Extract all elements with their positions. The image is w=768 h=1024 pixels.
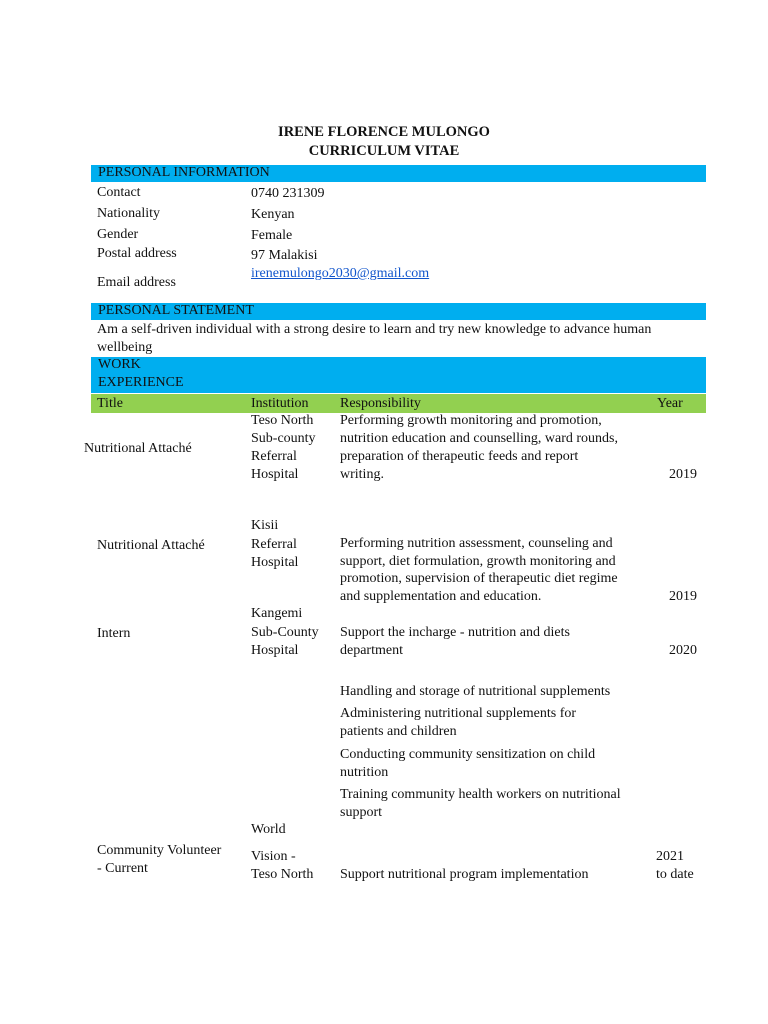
responsibility-item: Handling and storage of nutritional supplements <box>340 684 611 699</box>
column-header-year: Year <box>657 396 683 411</box>
entry-responsibility: promotion, supervision of therapeutic diet regime <box>340 571 618 586</box>
responsibility-item: Conducting community sensitization on child <box>340 747 596 762</box>
value-contact: 0740 231309 <box>251 186 325 201</box>
responsibility-item: patients and children <box>340 724 457 739</box>
value-nationality: Kenyan <box>251 207 295 222</box>
entry-institution: Kisii <box>251 518 279 533</box>
entry-institution: Hospital <box>251 555 299 570</box>
responsibility-item: Training community health workers on nutritional <box>340 787 621 802</box>
entry-responsibility: Support nutritional program implementation <box>340 867 589 882</box>
entry-responsibility: nutrition education and counselling, ward rounds, <box>340 431 618 446</box>
entry-institution: Teso North <box>251 413 314 428</box>
entry-responsibility: and supplementation and education. <box>340 589 542 604</box>
label-gender: Gender <box>97 227 139 242</box>
entry-title: Nutritional Attaché <box>97 538 205 553</box>
responsibility-item: support <box>340 805 382 820</box>
entry-title: - Current <box>97 861 148 876</box>
column-header-responsibility: Responsibility <box>340 396 421 411</box>
section-heading: PERSONAL INFORMATION <box>98 165 270 180</box>
cv-subtitle: CURRICULUM VITAE <box>308 143 460 159</box>
entry-title: Intern <box>97 626 131 641</box>
section-band-personal-information <box>91 165 706 182</box>
statement-line-1: Am a self-driven individual with a strong desire to learn and try new knowledge to advance human <box>97 322 652 337</box>
label-contact: Contact <box>97 185 141 200</box>
entry-institution: Vision - <box>251 849 296 864</box>
section-band-personal-statement <box>91 303 706 320</box>
entry-responsibility: support, diet formulation, growth monitoring and <box>340 554 616 569</box>
entry-institution: Sub-county <box>251 431 316 446</box>
cv-name: IRENE FLORENCE MULONGO <box>278 124 490 140</box>
entry-institution: World <box>251 822 286 837</box>
entry-responsibility: Performing nutrition assessment, counseling and <box>340 536 613 551</box>
entry-responsibility: Support the incharge - nutrition and diets <box>340 625 570 640</box>
entry-institution: Sub-County <box>251 625 319 640</box>
entry-institution: Kangemi <box>251 606 303 621</box>
responsibility-item: nutrition <box>340 765 389 780</box>
section-band-work-experience <box>91 357 706 393</box>
entry-responsibility: writing. <box>340 467 384 482</box>
email-link[interactable]: irenemulongo2030@gmail.com <box>251 266 430 281</box>
responsibility-item: Administering nutritional supplements for <box>340 706 577 721</box>
entry-institution: Referral <box>251 537 297 552</box>
entry-responsibility: preparation of therapeutic feeds and report <box>340 449 579 464</box>
entry-responsibility: department <box>340 643 403 658</box>
label-nationality: Nationality <box>97 206 160 221</box>
entry-year: 2019 <box>669 589 697 604</box>
entry-title: Nutritional Attaché <box>84 441 192 456</box>
value-gender: Female <box>251 228 293 243</box>
label-email-address: Email address <box>97 275 176 290</box>
label-postal-address: Postal address <box>97 246 177 261</box>
column-header-title: Title <box>97 396 123 411</box>
entry-year: 2020 <box>669 643 697 658</box>
entry-institution: Hospital <box>251 643 299 658</box>
entry-institution: Hospital <box>251 467 299 482</box>
section-heading: PERSONAL STATEMENT <box>98 303 254 318</box>
entry-year: to date <box>656 867 694 882</box>
entry-institution: Referral <box>251 449 297 464</box>
value-postal-address: 97 Malakisi <box>251 248 318 263</box>
entry-responsibility: Performing growth monitoring and promotion, <box>340 413 602 428</box>
section-heading-line-2: EXPERIENCE <box>98 375 184 390</box>
entry-year: 2021 <box>656 849 684 864</box>
entry-title: Community Volunteer <box>97 843 222 858</box>
entry-year: 2019 <box>669 467 697 482</box>
column-header-institution: Institution <box>251 396 309 411</box>
statement-line-2: wellbeing <box>97 340 153 355</box>
section-heading-line-1: WORK <box>98 357 141 372</box>
entry-institution: Teso North <box>251 867 314 882</box>
table-header-row <box>91 394 706 413</box>
